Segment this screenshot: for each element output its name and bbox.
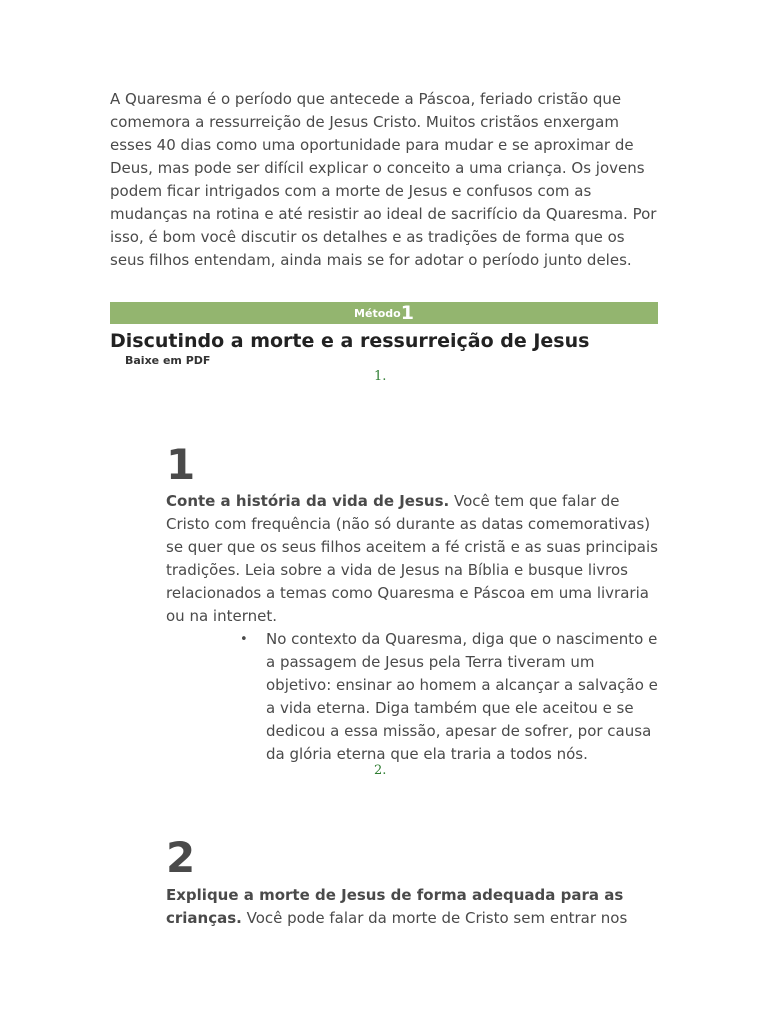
- step-1-bullet-text: No contexto da Quaresma, diga que o nascimento e a passagem de Jesus pela Terra tiveram um objetivo: ensinar ao homem a alcançar a salvação e a vida eterna. Diga também que ele aceitou e se dedicou a essa missão, apesar de sofrer, por causa da glória eterna que ela traria a todos nós.: [266, 630, 658, 763]
- step-1-marker: 1.: [374, 369, 387, 384]
- step-1-bullet: [240, 628, 658, 766]
- step-1-body: Você tem que falar de Cristo com frequência (não só durante as datas comemorativas) se quer que os seus filhos aceitem a fé cristã e as suas principais tradições. Leia sobre a vida de Jesus na Bíblia e busque livros relacionados a temas como Quaresma e Páscoa em uma livraria ou na internet.: [166, 492, 658, 625]
- method-number: 1: [400, 302, 414, 324]
- step-2-text: [166, 884, 658, 930]
- step-2-heading: Explique a morte de Jesus de forma adequada para as crianças.: [166, 886, 624, 927]
- step-2-body: Você pode falar da morte de Cristo sem entrar nos: [241, 909, 628, 927]
- bullet-dot-icon: •: [240, 632, 248, 647]
- step-1-text: [166, 490, 658, 628]
- method-header-bar: [110, 302, 658, 324]
- section-title: Discutindo a morte e a ressurreição de Jesus: [110, 330, 590, 352]
- method-label: Método: [354, 307, 401, 320]
- step-1-heading: Conte a história da vida de Jesus.: [166, 492, 450, 510]
- intro-paragraph: A Quaresma é o período que antecede a Páscoa, feriado cristão que comemora a ressurreição de Jesus Cristo. Muitos cristãos enxergam esses 40 dias como uma oportunidade para mudar e se aproximar de Deus, mas pode ser difícil explicar o conceito a uma criança. Os jovens podem ficar intrigados com a morte de Jesus e confusos com as mudanças na rotina e até resistir ao ideal de sacrifício da Quaresma. Por isso, é bom você discutir os detalhes e as tradições de forma que os seus filhos entendam, ainda mais se for adotar o período junto deles.: [110, 90, 657, 269]
- download-pdf-link[interactable]: Baixe em PDF: [125, 354, 211, 367]
- step-1-number: 1: [166, 440, 196, 489]
- step-2-marker: 2.: [374, 763, 387, 778]
- step-2-number: 2: [166, 833, 196, 882]
